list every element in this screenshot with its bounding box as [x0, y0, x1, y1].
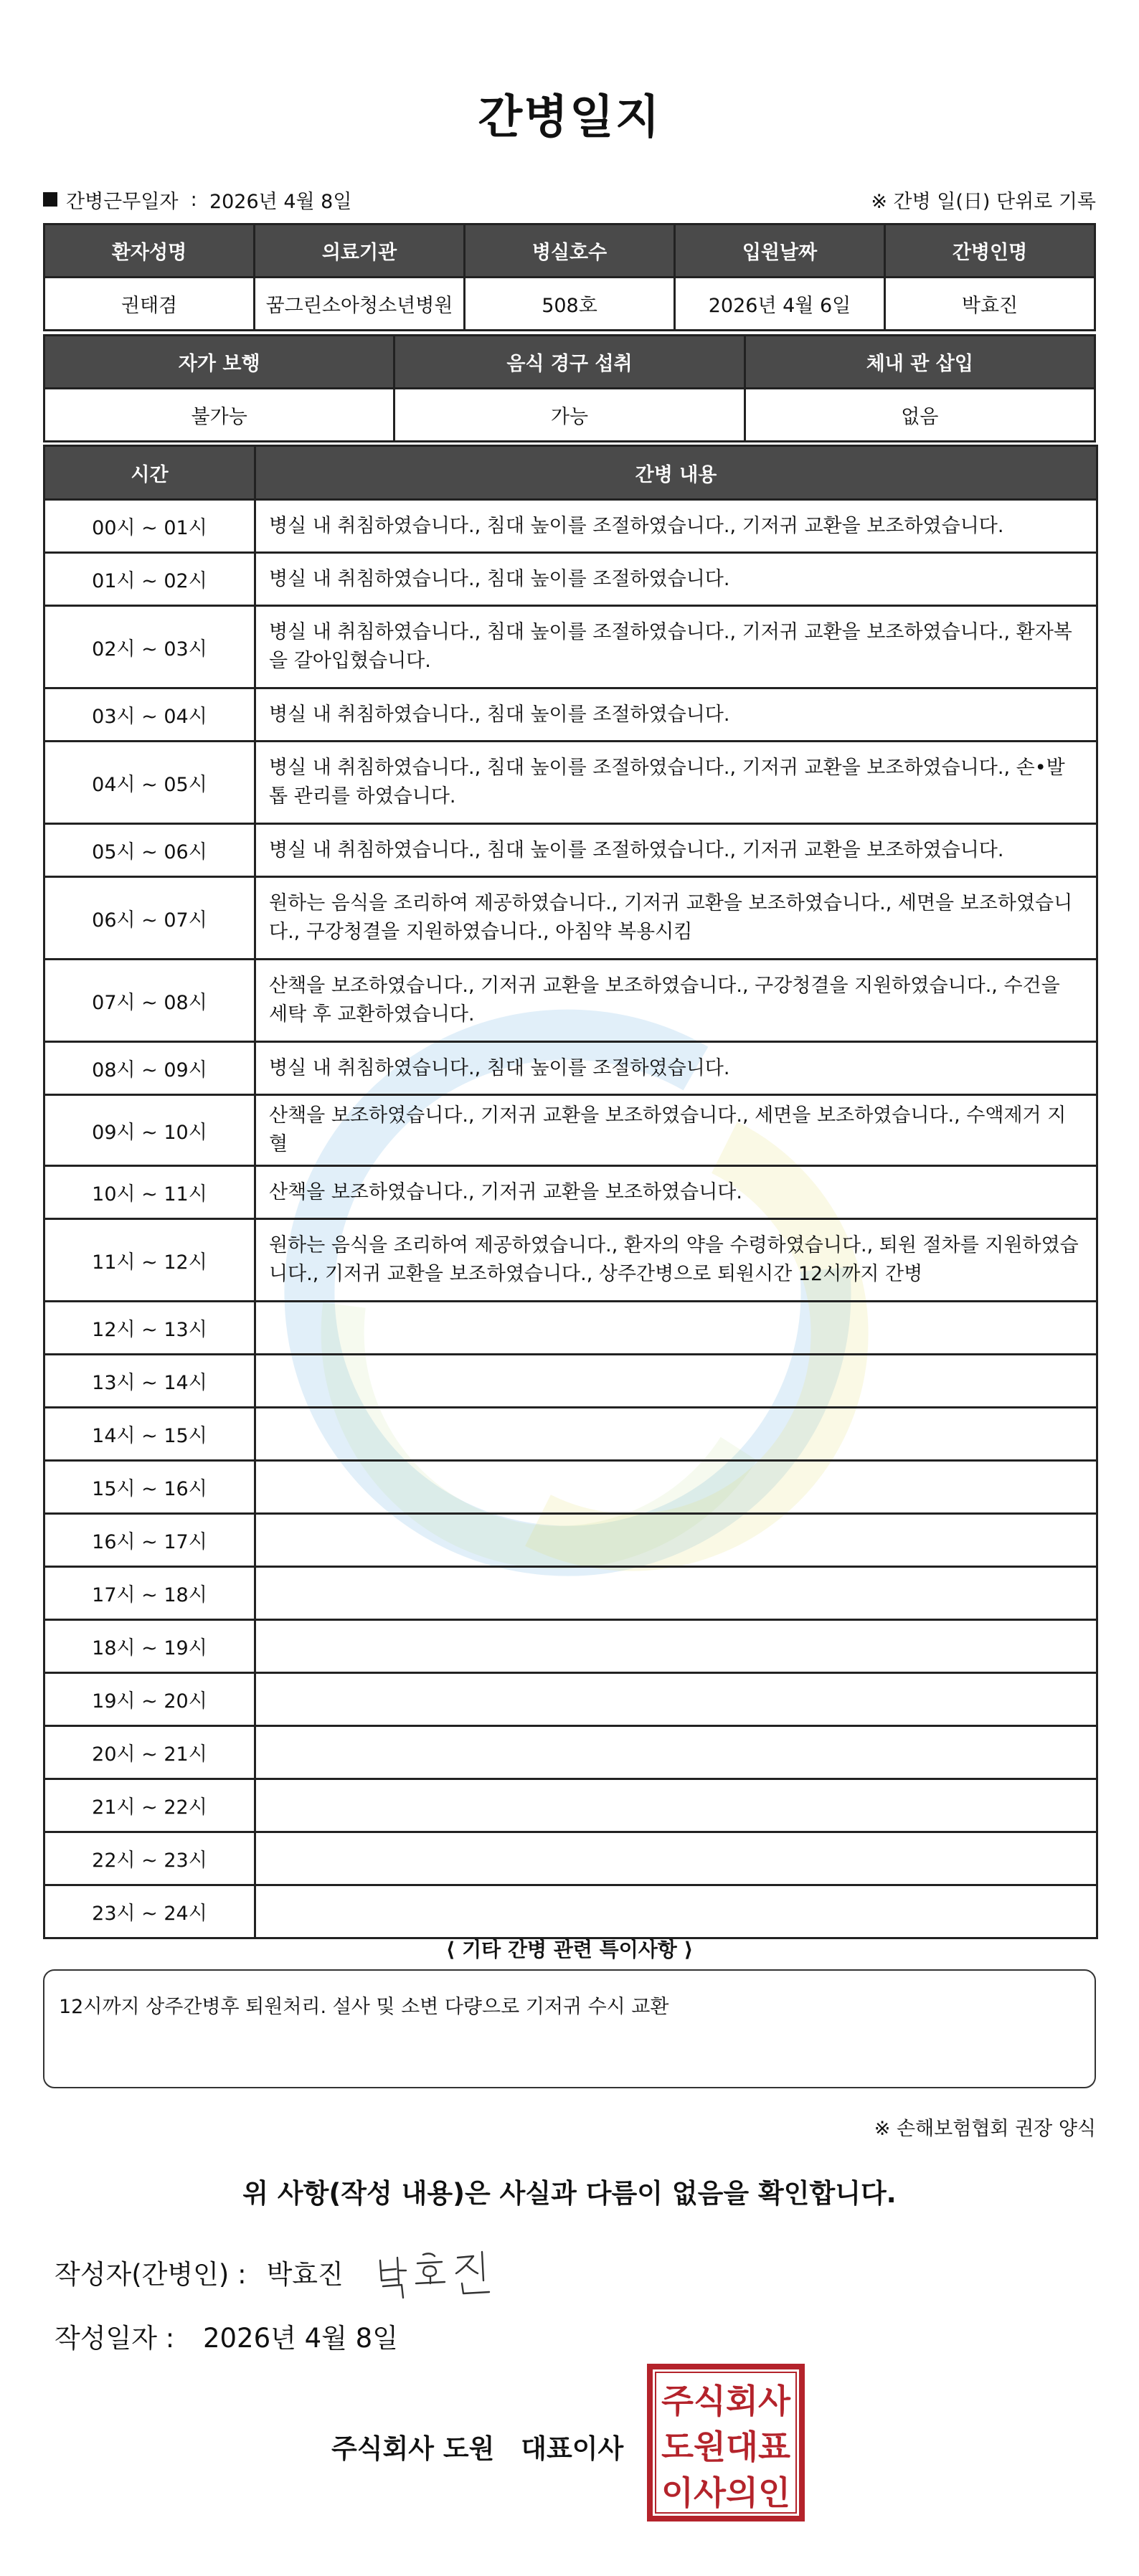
page-title: 간병일지	[478, 91, 661, 144]
log-content	[255, 1673, 1097, 1726]
table-row	[44, 1620, 1097, 1673]
seal-line-1: 주식회사	[661, 2382, 791, 2420]
log-time: 22시 ~ 23시	[44, 1832, 255, 1885]
log-content: 병실 내 취침하였습니다., 침대 높이를 조절하였습니다.	[255, 553, 1097, 606]
log-content	[255, 1885, 1097, 1938]
log-time: 02시 ~ 03시	[44, 606, 255, 688]
log-time: 00시 ~ 01시	[44, 500, 255, 553]
status-header-row	[44, 336, 1095, 389]
table-row	[44, 1302, 1097, 1355]
status-value-row	[44, 389, 1095, 442]
oral-intake-value: 가능	[394, 389, 745, 442]
company-name: 주식회사 도원	[331, 2433, 495, 2464]
table-row	[44, 553, 1097, 606]
table-row	[44, 1355, 1097, 1408]
log-content: 병실 내 취침하였습니다., 침대 높이를 조절하였습니다., 기저귀 교환을 보조하였습니다., 환자복을 갈아입혔습니다.	[255, 606, 1097, 688]
log-content	[255, 1302, 1097, 1355]
log-time: 23시 ~ 24시	[44, 1885, 255, 1938]
log-content: 병실 내 취침하였습니다., 침대 높이를 조절하였습니다.	[255, 1042, 1097, 1095]
log-content	[255, 1355, 1097, 1408]
care-log-table	[43, 445, 1098, 1939]
log-time: 03시 ~ 04시	[44, 688, 255, 742]
seal-line-2: 도원대표	[661, 2428, 791, 2466]
log-time: 07시 ~ 08시	[44, 960, 255, 1042]
table-row	[44, 877, 1097, 960]
header-patient-name: 환자성명	[44, 224, 255, 278]
writer-label: 작성자(간병인) :	[55, 2259, 247, 2290]
special-notes-box: 12시까지 상주간병후 퇴원처리. 설사 및 소변 다량으로 기저귀 수시 교환	[43, 1969, 1096, 2088]
log-time: 01시 ~ 02시	[44, 553, 255, 606]
work-date: 간병근무일자 : 2026년 4월 8일	[43, 186, 351, 214]
header-time: 시간	[44, 446, 255, 500]
header-hospital: 의료기관	[255, 224, 465, 278]
admission-date: 2026년 4월 6일	[675, 278, 885, 331]
company-representative: 대표이사	[521, 2433, 624, 2464]
table-row	[44, 742, 1097, 824]
log-time: 06시 ~ 07시	[44, 877, 255, 960]
table-row	[44, 1726, 1097, 1779]
log-time: 12시 ~ 13시	[44, 1302, 255, 1355]
table-row	[44, 824, 1097, 877]
log-time: 16시 ~ 17시	[44, 1514, 255, 1567]
table-row	[44, 1514, 1097, 1567]
log-time: 17시 ~ 18시	[44, 1567, 255, 1620]
table-row	[44, 960, 1097, 1042]
log-time: 11시 ~ 12시	[44, 1219, 255, 1302]
patient-header-row	[44, 224, 1095, 278]
log-content: 산책을 보조하였습니다., 기저귀 교환을 보조하였습니다.	[255, 1166, 1097, 1219]
log-time: 10시 ~ 11시	[44, 1166, 255, 1219]
log-content	[255, 1408, 1097, 1461]
log-time: 19시 ~ 20시	[44, 1673, 255, 1726]
table-row	[44, 1567, 1097, 1620]
writer-name: 박효진	[266, 2259, 344, 2290]
table-row	[44, 1885, 1097, 1938]
tube-value: 없음	[745, 389, 1095, 442]
work-date-value: 2026년 4월 8일	[209, 190, 352, 213]
log-header-row	[44, 446, 1097, 500]
log-time: 18시 ~ 19시	[44, 1620, 255, 1673]
log-content: 병실 내 취침하였습니다., 침대 높이를 조절하였습니다.	[255, 688, 1097, 742]
special-notes-title: ⟨ 기타 간병 관련 특이사항 ⟩	[445, 1938, 694, 1961]
table-row	[44, 1095, 1097, 1166]
patient-value-row	[44, 278, 1095, 331]
meta-row	[43, 185, 1096, 214]
table-row	[44, 688, 1097, 742]
log-time: 21시 ~ 22시	[44, 1779, 255, 1832]
handwritten-signature-icon	[373, 2239, 509, 2303]
log-time: 04시 ~ 05시	[44, 742, 255, 824]
header-walking: 자가 보행	[44, 336, 394, 389]
table-row	[44, 1461, 1097, 1514]
seal-line-3: 이사의인	[661, 2473, 790, 2512]
header-oral-intake: 음식 경구 섭취	[394, 336, 745, 389]
log-content: 산책을 보조하였습니다., 기저귀 교환을 보조하였습니다., 세면을 보조하였습니다., 수액제거 지혈	[255, 1095, 1097, 1166]
log-content: 병실 내 취침하였습니다., 침대 높이를 조절하였습니다., 기저귀 교환을 보조하였습니다., 손•발톱 관리를 하였습니다.	[255, 742, 1097, 824]
confirmation-statement: 위 사항(작성 내용)은 사실과 다름이 없음을 확인합니다.	[242, 2178, 897, 2209]
log-time: 13시 ~ 14시	[44, 1355, 255, 1408]
log-content	[255, 1567, 1097, 1620]
log-content	[255, 1779, 1097, 1832]
log-content	[255, 1832, 1097, 1885]
hospital-name: 꿈그린소아청소년병원	[255, 278, 465, 331]
header-tube: 체내 관 삽입	[745, 336, 1095, 389]
table-row	[44, 1042, 1097, 1095]
written-date-label: 작성일자 :	[55, 2323, 175, 2354]
written-date-value: 2026년 4월 8일	[202, 2323, 398, 2354]
log-time: 20시 ~ 21시	[44, 1726, 255, 1779]
log-content	[255, 1726, 1097, 1779]
table-row	[44, 606, 1097, 688]
table-row	[44, 1779, 1097, 1832]
table-row	[44, 1219, 1097, 1302]
caregiver-name: 박효진	[885, 278, 1095, 331]
header-care-content: 간병 내용	[255, 446, 1097, 500]
table-row	[44, 500, 1097, 553]
header-caregiver: 간병인명	[885, 224, 1095, 278]
company-seal-icon	[646, 2362, 806, 2523]
patient-info-table	[43, 223, 1096, 331]
log-time: 15시 ~ 16시	[44, 1461, 255, 1514]
log-content: 산책을 보조하였습니다., 기저귀 교환을 보조하였습니다., 구강청결을 지원하였습니다., 수건을 세탁 후 교환하였습니다.	[255, 960, 1097, 1042]
record-unit-note: ※ 간병 일(日) 단위로 기록	[871, 190, 1096, 213]
log-time: 05시 ~ 06시	[44, 824, 255, 877]
writer-line	[55, 2253, 344, 2291]
table-row	[44, 1408, 1097, 1461]
log-time: 09시 ~ 10시	[44, 1095, 255, 1166]
company-line	[331, 2427, 623, 2466]
patient-name: 권태겸	[44, 278, 255, 331]
log-content	[255, 1514, 1097, 1567]
log-content: 원하는 음식을 조리하여 제공하였습니다., 기저귀 교환을 보조하였습니다., 세면을 보조하였습니다., 구강청결을 지원하였습니다., 아침약 복용시킴	[255, 877, 1097, 960]
table-row	[44, 1166, 1097, 1219]
table-row	[44, 1832, 1097, 1885]
header-room: 병실호수	[465, 224, 675, 278]
written-date-line	[55, 2316, 398, 2355]
walking-value: 불가능	[44, 389, 394, 442]
log-content	[255, 1620, 1097, 1673]
log-content	[255, 1461, 1097, 1514]
header-admission-date: 입원날짜	[675, 224, 885, 278]
log-time: 14시 ~ 15시	[44, 1408, 255, 1461]
square-bullet-icon	[43, 192, 57, 207]
log-content: 병실 내 취침하였습니다., 침대 높이를 조절하였습니다., 기저귀 교환을 보조하였습니다.	[255, 500, 1097, 553]
work-date-label: 간병근무일자	[66, 190, 179, 213]
table-row	[44, 1673, 1097, 1726]
patient-status-table	[43, 334, 1096, 442]
log-time: 08시 ~ 09시	[44, 1042, 255, 1095]
log-content: 병실 내 취침하였습니다., 침대 높이를 조절하였습니다., 기저귀 교환을 보조하였습니다.	[255, 824, 1097, 877]
room-number: 508호	[465, 278, 675, 331]
log-content: 원하는 음식을 조리하여 제공하였습니다., 환자의 약을 수령하였습니다., 퇴원 절차를 지원하였습니다., 기저귀 교환을 보조하였습니다., 상주간병으로 퇴원시간 12시까지 간병	[255, 1219, 1097, 1302]
form-source-note: ※ 손해보험협회 권장 양식	[874, 2118, 1096, 2140]
